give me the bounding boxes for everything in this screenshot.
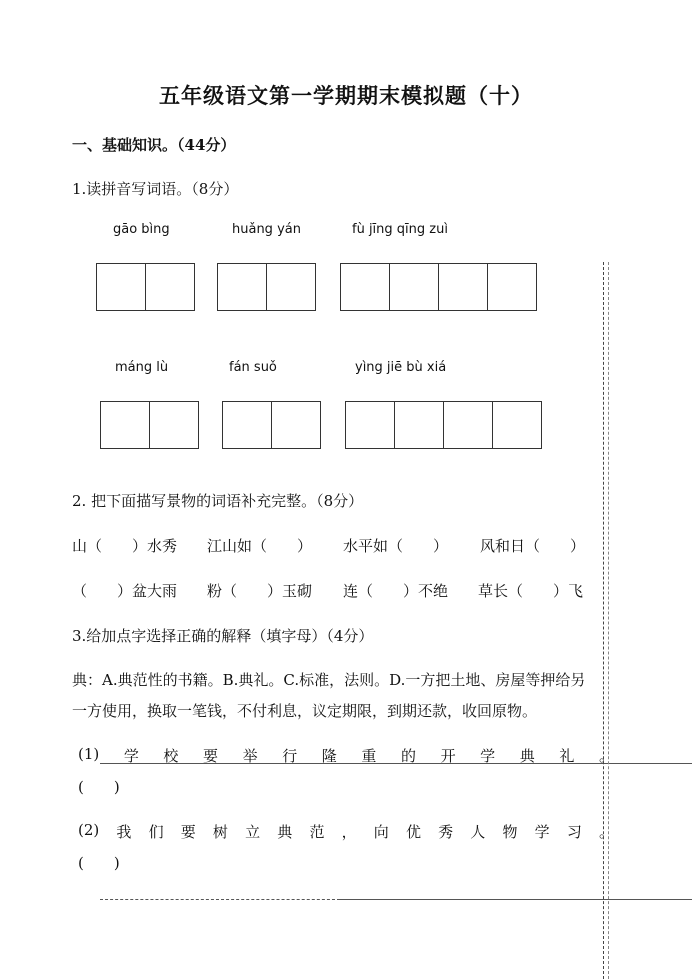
answer-box[interactable] bbox=[487, 263, 537, 311]
char: 人 bbox=[470, 823, 486, 841]
answer-boxes-fansuo bbox=[222, 401, 320, 449]
answer-box[interactable] bbox=[438, 263, 488, 311]
answer-boxes-gaobing bbox=[96, 263, 194, 311]
answer-box[interactable] bbox=[492, 401, 542, 449]
char: 开 bbox=[440, 747, 456, 765]
pinyin-fansuo: fán suǒ bbox=[229, 360, 277, 375]
answer-parentheses-1[interactable]: ( ) bbox=[78, 778, 120, 796]
char: 习 bbox=[566, 823, 582, 841]
char: 要 bbox=[180, 823, 196, 841]
char: 行 bbox=[282, 747, 298, 765]
pinyin-gaobing: gāo bìng bbox=[113, 222, 170, 237]
fill-item: 连（ ）不绝 bbox=[343, 582, 449, 600]
char: ， bbox=[341, 823, 357, 841]
fill-item: 粉（ ）玉砌 bbox=[207, 582, 313, 600]
char: 典 bbox=[277, 823, 293, 841]
char: 范 bbox=[309, 823, 325, 841]
char: 优 bbox=[405, 823, 421, 841]
char: 隆 bbox=[321, 747, 337, 765]
page-title: 五年级语文第一学期期末模拟题（十） bbox=[159, 83, 533, 108]
answer-boxes-huangyan bbox=[217, 263, 315, 311]
definition-line-2: 一方使用，换取一笔钱，不付利息，议定期限，到期还款，收回原物。 bbox=[72, 702, 538, 720]
char: 立 bbox=[245, 823, 261, 841]
pinyin-yingjiebuxia: yìng jiē bù xiá bbox=[355, 360, 447, 375]
answer-box[interactable] bbox=[222, 401, 272, 449]
binding-margin-line bbox=[603, 262, 604, 979]
question-3-heading: 3.给加点字选择正确的解释（填字母）（4分） bbox=[72, 627, 374, 645]
char: 校 bbox=[163, 747, 179, 765]
char: 重 bbox=[361, 747, 377, 765]
definition-line-1: 典：A.典范性的书籍。B.典礼。C.标准，法则。D.一方把土地、房屋等押给另 bbox=[72, 671, 586, 689]
solid-rule bbox=[340, 899, 692, 900]
section-heading: 一、基础知识。（44分） bbox=[72, 136, 236, 154]
answer-box[interactable] bbox=[340, 263, 390, 311]
answer-box[interactable] bbox=[271, 401, 321, 449]
fill-item: 山（ ）水秀 bbox=[72, 537, 178, 555]
char: 。 bbox=[598, 747, 614, 765]
char: 学 bbox=[534, 823, 550, 841]
answer-parentheses-2[interactable]: ( ) bbox=[78, 854, 120, 872]
question-1-heading: 1.读拼音写词语。（8分） bbox=[72, 180, 239, 198]
pinyin-fujingqingzui: fù jīng qīng zuì bbox=[352, 222, 448, 237]
answer-box[interactable] bbox=[100, 401, 150, 449]
fill-item: 草长（ ）飞 bbox=[478, 582, 584, 600]
pinyin-huangyan: huǎng yán bbox=[232, 222, 301, 237]
fill-item: （ ）盆大雨 bbox=[72, 582, 178, 600]
char: 要 bbox=[203, 747, 219, 765]
answer-box[interactable] bbox=[394, 401, 444, 449]
char: 我 bbox=[116, 823, 132, 841]
answer-boxes-yingjiebuxia bbox=[345, 401, 541, 449]
char: 的 bbox=[400, 747, 416, 765]
question-2-heading: 2. 把下面描写景物的词语补充完整。（8分） bbox=[72, 492, 364, 510]
answer-box[interactable] bbox=[217, 263, 267, 311]
char: 树 bbox=[212, 823, 228, 841]
char: 秀 bbox=[438, 823, 454, 841]
sentence-item-2 bbox=[78, 821, 614, 842]
item-number: (1) bbox=[78, 745, 100, 763]
item-number: (2) bbox=[78, 821, 100, 839]
answer-box[interactable] bbox=[96, 263, 146, 311]
char: 们 bbox=[148, 823, 164, 841]
fill-item: 风和日（ ） bbox=[480, 537, 586, 555]
answer-box[interactable] bbox=[345, 401, 395, 449]
answer-box[interactable] bbox=[266, 263, 316, 311]
fill-item: 水平如（ ） bbox=[343, 537, 449, 555]
answer-box[interactable] bbox=[145, 263, 195, 311]
char: 。 bbox=[598, 823, 614, 841]
answer-box[interactable] bbox=[443, 401, 493, 449]
pinyin-manglu: máng lù bbox=[115, 360, 169, 375]
char: 学 bbox=[123, 747, 139, 765]
answer-boxes-manglu bbox=[100, 401, 198, 449]
binding-margin-line-inner bbox=[608, 262, 609, 979]
answer-box[interactable] bbox=[389, 263, 439, 311]
char: 物 bbox=[502, 823, 518, 841]
dashed-rule bbox=[100, 899, 340, 900]
char: 举 bbox=[242, 747, 258, 765]
answer-box[interactable] bbox=[149, 401, 199, 449]
char: 典 bbox=[519, 747, 535, 765]
answer-boxes-fujingqingzui bbox=[340, 263, 536, 311]
char: 礼 bbox=[559, 747, 575, 765]
fill-item: 江山如（ ） bbox=[207, 537, 313, 555]
char: 学 bbox=[480, 747, 496, 765]
char: 向 bbox=[373, 823, 389, 841]
